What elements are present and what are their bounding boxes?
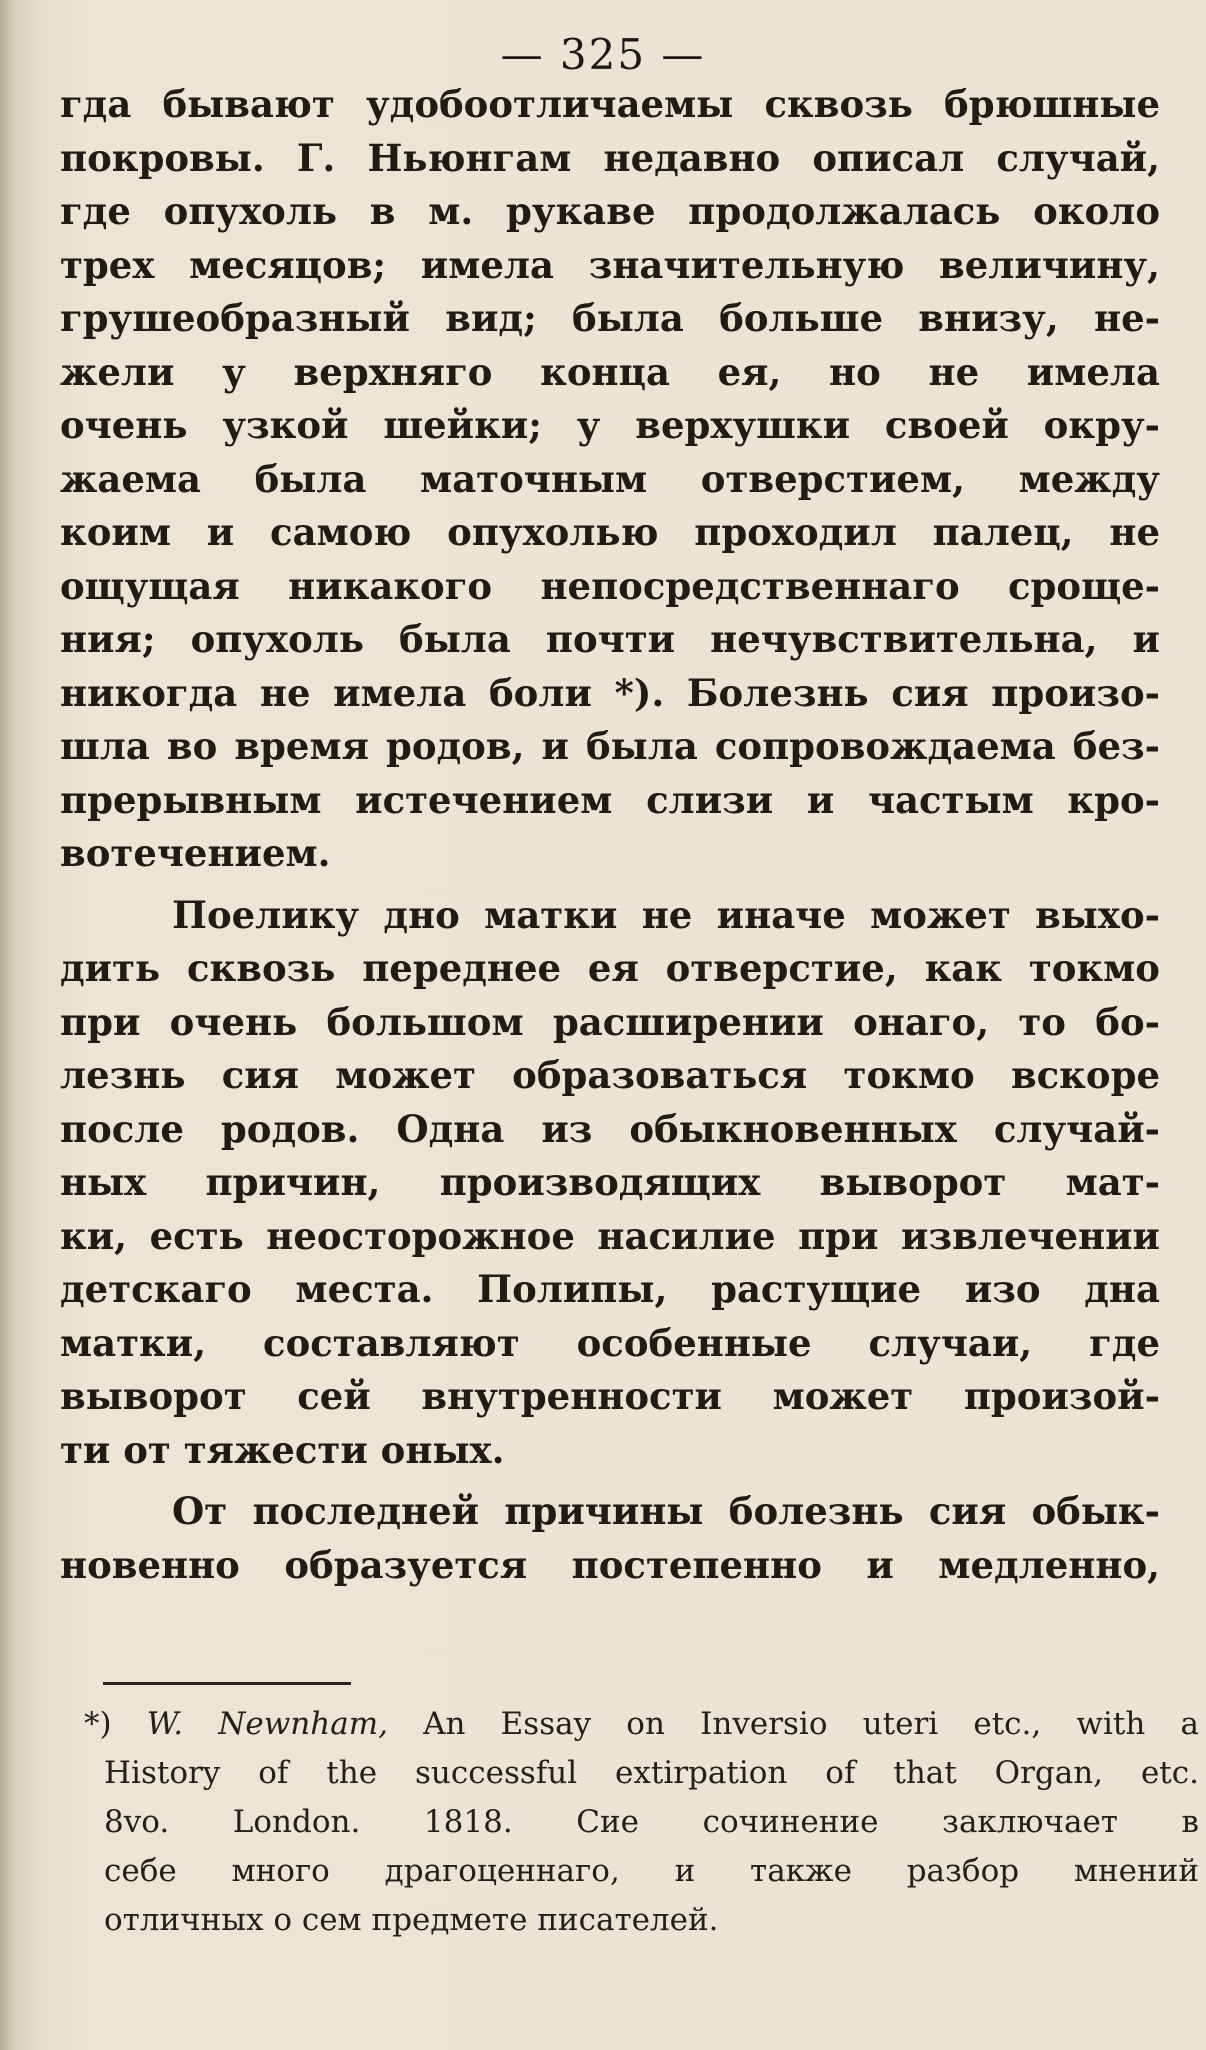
text-line: трех месяцов; имела значительную величину, [60,242,1160,287]
text-line: ных причин, производящих выворот мат- [60,1160,1160,1204]
text-line: при очень большом расширении онаго, то бо- [60,999,1160,1044]
footnote-line: себе много драгоценнаго, и также разбор мнений [104,1853,1199,1889]
paragraph-2 [60,889,1160,1478]
paragraph-gap [60,881,1160,889]
text-line: гда бывают удобоотличаемы сквозь брюшные [60,82,1160,126]
paragraph-gap [60,1477,1160,1485]
text-line: покровы. Г. Ньюнгам недавно описал случай, [60,135,1160,180]
text-line: Поелику дно матки не иначе может выхо- [172,892,1160,937]
text-line: вотечением. [60,831,331,875]
text-line: где опухоль в м. рукаве продолжалась около [60,189,1160,233]
text-line: шла во время родов, и была сопровождаема без- [60,724,1160,768]
footnote-line [84,1700,1199,1749]
main-text [60,78,1160,1592]
paragraph-3 [60,1485,1160,1592]
text-line: дить сквозь переднее ея отверстие, как токмо [60,946,1160,990]
text-line: жели у верхняго конца ея, но не имела [60,349,1160,394]
text-line: ния; опухоль была почти нечувствительна, и [60,617,1160,661]
text-line: От последней причины болезнь сия обык- [172,1489,1160,1533]
binding-gutter [0,0,14,2050]
paragraph-1 [60,78,1160,881]
text-line: жаема была маточным отверстием, между [60,456,1160,501]
footnote-line: отличных о сем предмете писателей. [104,1902,719,1938]
text-line: ти от тяжести оных. [60,1427,505,1472]
footnote-marker: *) [84,1706,112,1742]
text-line: грушеобразный вид; была больше внизу, не- [60,296,1160,340]
text-line: после родов. Одна из обыкновенных случай- [60,1106,1160,1151]
text-line: очень узкой шейки; у верхушки своей окру- [60,403,1160,447]
text-line: коим и самою опухолью проходил палец, не [60,510,1160,554]
text-line: лезнь сия может образоваться токмо вскоре [60,1053,1160,1097]
footnote-line: History of the successful extirpation of that Organ, etc. [104,1755,1199,1791]
text-line: никогда не имела боли *). Болезнь сия произо- [60,670,1160,715]
text-line: детскаго места. Полипы, растущие изо дна [60,1267,1160,1311]
text-line: прерывным истечением слизи и частым кро- [60,777,1160,822]
text-line: выворот сей внутренности может произой- [60,1374,1160,1418]
text-line: матки, составляют особенные случаи, где [60,1320,1160,1365]
footnote-line: 8vo. London. 1818. Сие сочинение заключает в [104,1804,1199,1840]
text-line: ки, есть неосторожное насилие при извлечении [60,1213,1160,1258]
footnote [84,1700,1199,1945]
footnote-rule [103,1682,351,1685]
text-line: ощущая никакого непосредственнаго сроще- [60,563,1160,608]
page-number: — 325 — [500,30,706,79]
text-line: новенно образуется постепенно и медленно, [60,1542,1160,1587]
footnote-author: W. Newnham, [146,1706,388,1742]
footnote-title: An Essay on Inversio uteri etc., with a [423,1706,1199,1742]
